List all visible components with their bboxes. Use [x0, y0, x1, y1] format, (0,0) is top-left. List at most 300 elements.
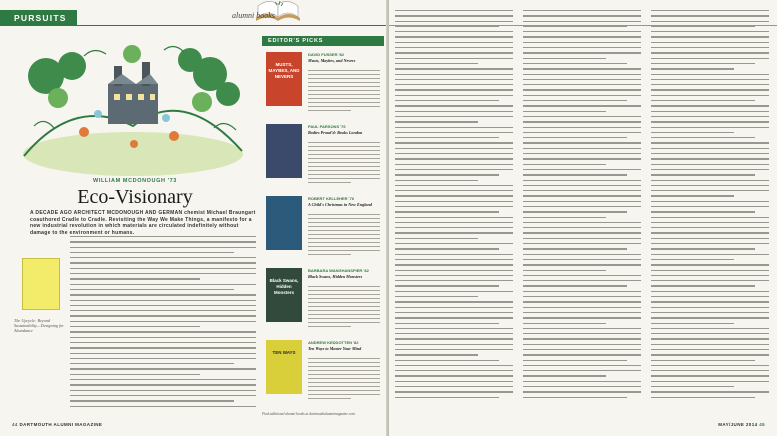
text-line: [523, 254, 641, 255]
text-line: [308, 394, 380, 395]
text-line: [308, 238, 380, 239]
text-line: [395, 391, 513, 392]
book-cover-image: [22, 258, 60, 310]
text-line: [523, 317, 641, 318]
text-line: [395, 201, 513, 202]
pick-description: [308, 70, 380, 114]
pick-author: ANDREW KEDDOTTEN '82: [308, 340, 359, 345]
text-line: [395, 174, 499, 175]
text-line: [523, 100, 627, 101]
text-line: [70, 406, 256, 407]
text-line: [523, 285, 627, 286]
text-line: [395, 116, 513, 117]
text-line: [651, 26, 755, 27]
text-line: [395, 121, 478, 122]
editors-picks-footer: Find additional alumni books at dartmouthalumnimagazine.com: [262, 412, 355, 416]
text-line: [308, 174, 380, 175]
text-line: [523, 206, 641, 207]
text-line: [523, 195, 641, 196]
text-line: [70, 273, 256, 274]
text-line: [523, 127, 641, 128]
text-line: [651, 127, 769, 128]
text-line: [395, 21, 513, 22]
body-text-column: [523, 10, 641, 402]
text-line: [651, 301, 769, 302]
pick-cover-image: [266, 340, 302, 394]
text-line: [395, 142, 513, 143]
text-line: [70, 310, 256, 311]
pick-author: BARBARA WANGHANSPIER '82: [308, 268, 369, 273]
text-line: [70, 257, 256, 258]
text-line: [308, 166, 380, 167]
text-line: [395, 285, 499, 286]
text-line: [308, 182, 351, 183]
text-line: [523, 169, 641, 170]
text-line: [70, 347, 256, 348]
text-line: [308, 70, 380, 71]
text-line: [651, 349, 769, 350]
text-line: [395, 127, 513, 128]
text-line: [651, 296, 769, 297]
right-page-number: 45: [759, 422, 765, 427]
text-line: [308, 378, 380, 379]
text-line: [395, 52, 513, 53]
text-line: [395, 36, 513, 37]
text-line: [523, 42, 641, 43]
text-line: [395, 291, 513, 292]
text-line: [651, 21, 769, 22]
text-line: [651, 174, 755, 175]
text-line: [651, 312, 769, 313]
text-line: [651, 84, 769, 85]
text-line: [395, 158, 513, 159]
illustration-factory-nature: [14, 36, 252, 178]
right-folio: [718, 422, 765, 427]
text-line: [523, 232, 641, 233]
text-line: [523, 264, 641, 265]
text-line: [395, 301, 513, 302]
text-line: [523, 148, 641, 149]
section-label: PURSUITS: [0, 10, 77, 26]
text-line: [308, 366, 380, 367]
text-line: [651, 68, 734, 69]
text-line: [308, 222, 380, 223]
pick-cover-text: MUSTS, MAYBES, AND NEVERS: [268, 62, 300, 79]
text-line: [523, 58, 606, 59]
text-line: [523, 354, 641, 355]
article-kicker: WILLIAM MCDONOUGH '73: [93, 178, 177, 184]
body-text-column: [70, 236, 256, 411]
text-line: [70, 395, 256, 396]
pick-cover-image: [266, 268, 302, 322]
text-line: [523, 31, 641, 32]
right-folio-text: MAY/JUNE 2014: [718, 422, 758, 427]
text-line: [395, 206, 513, 207]
text-line: [523, 95, 641, 96]
text-line: [395, 264, 513, 265]
text-line: [651, 370, 769, 371]
text-line: [395, 58, 513, 59]
text-line: [651, 100, 755, 101]
text-line: [395, 259, 513, 260]
text-line: [651, 238, 769, 239]
text-line: [395, 232, 513, 233]
text-line: [523, 211, 627, 212]
text-line: [523, 137, 627, 138]
text-line: [308, 246, 380, 247]
text-line: [651, 89, 769, 90]
text-line: [308, 382, 380, 383]
text-line: [523, 158, 641, 159]
text-line: [651, 243, 769, 244]
text-line: [523, 386, 641, 387]
text-line: [651, 63, 755, 64]
text-line: [651, 254, 769, 255]
text-line: [308, 178, 380, 179]
text-line: [395, 63, 478, 64]
text-line: [651, 397, 755, 398]
text-line: [395, 344, 513, 345]
text-line: [70, 400, 234, 401]
pick-title: Ten Ways to Master Your Mind: [308, 346, 362, 351]
text-line: [308, 290, 380, 291]
text-line: [308, 250, 380, 251]
text-line: [70, 342, 256, 343]
text-line: [651, 58, 769, 59]
text-line: [523, 63, 627, 64]
text-line: [308, 146, 380, 147]
text-line: [308, 90, 380, 91]
text-line: [70, 358, 256, 359]
text-line: [308, 310, 380, 311]
text-line: [70, 337, 256, 338]
text-line: [651, 222, 769, 223]
pick-author: DAVID FUSSER '82: [308, 52, 344, 57]
article-headline: Eco-Visionary: [77, 186, 193, 208]
text-line: [395, 370, 513, 371]
text-line: [308, 110, 351, 111]
text-line: [308, 158, 380, 159]
text-line: [523, 291, 641, 292]
text-line: [523, 121, 641, 122]
text-line: [395, 217, 513, 218]
text-line: [308, 254, 351, 255]
text-line: [651, 344, 769, 345]
text-line: [651, 275, 769, 276]
text-line: [523, 190, 641, 191]
right-page: [389, 0, 777, 436]
text-line: [308, 298, 380, 299]
text-line: [523, 153, 641, 154]
text-line: [395, 307, 513, 308]
text-line: [651, 291, 769, 292]
text-line: [651, 201, 769, 202]
text-line: [523, 74, 641, 75]
text-line: [70, 384, 256, 385]
text-line: [523, 238, 641, 239]
text-line: [395, 84, 513, 85]
text-line: [651, 79, 769, 80]
text-line: [70, 247, 256, 248]
text-line: [308, 322, 380, 323]
text-line: [651, 354, 769, 355]
text-line: [395, 26, 499, 27]
text-line: [651, 280, 769, 281]
text-line: [651, 153, 769, 154]
text-line: [651, 211, 755, 212]
text-line: [523, 15, 641, 16]
text-line: [523, 10, 641, 11]
text-line: [651, 15, 769, 16]
text-line: [395, 10, 513, 11]
text-line: [651, 10, 769, 11]
editors-picks-title: EDITOR'S PICKS: [262, 36, 384, 46]
text-line: [651, 323, 734, 324]
text-line: [651, 328, 769, 329]
text-line: [523, 397, 627, 398]
text-line: [70, 268, 256, 269]
text-line: [395, 137, 499, 138]
text-line: [395, 317, 513, 318]
text-line: [651, 365, 769, 366]
text-line: [523, 132, 641, 133]
text-line: [308, 358, 380, 359]
pick-cover-image: [266, 196, 302, 250]
text-line: [395, 47, 513, 48]
text-line: [523, 68, 641, 69]
text-line: [651, 391, 769, 392]
pick-title: Bodies Proud'd: Books London: [308, 130, 363, 135]
text-line: [651, 169, 769, 170]
pick-description: [308, 214, 380, 258]
text-line: [395, 397, 499, 398]
text-line: [308, 362, 380, 363]
text-line: [395, 222, 513, 223]
text-line: [395, 180, 478, 181]
text-line: [651, 285, 755, 286]
text-line: [523, 217, 606, 218]
text-line: [395, 386, 513, 387]
text-line: [70, 262, 256, 263]
text-line: [523, 248, 627, 249]
text-line: [523, 105, 641, 106]
pick-author: ROBERT KELLEHER '76: [308, 196, 355, 201]
text-line: [70, 294, 256, 295]
text-line: [308, 318, 380, 319]
text-line: [308, 106, 380, 107]
text-line: [523, 328, 641, 329]
text-line: [651, 31, 769, 32]
text-line: [70, 284, 256, 285]
text-line: [308, 234, 380, 235]
text-line: [308, 162, 380, 163]
text-line: [395, 195, 513, 196]
text-line: [308, 102, 380, 103]
text-line: [70, 300, 256, 301]
text-line: [308, 218, 380, 219]
text-line: [395, 328, 513, 329]
text-line: [651, 148, 769, 149]
text-line: [651, 180, 769, 181]
text-line: [70, 379, 256, 380]
text-line: [523, 52, 641, 53]
text-line: [395, 79, 513, 80]
text-line: [523, 180, 641, 181]
text-line: [308, 150, 380, 151]
text-line: [523, 270, 606, 271]
text-line: [395, 190, 513, 191]
header-rule: [0, 25, 388, 26]
text-line: [70, 241, 256, 242]
text-line: [395, 333, 513, 334]
text-line: [308, 306, 380, 307]
text-line: [308, 226, 380, 227]
text-line: [651, 375, 769, 376]
text-line: [523, 360, 627, 361]
text-line: [308, 314, 380, 315]
text-line: [523, 21, 641, 22]
text-line: [308, 294, 380, 295]
text-line: [395, 275, 513, 276]
text-line: [395, 211, 499, 212]
text-line: [523, 243, 641, 244]
text-line: [395, 89, 513, 90]
text-line: [651, 132, 734, 133]
text-line: [523, 370, 641, 371]
text-line: [70, 353, 256, 354]
pick-cover-text: TEN WAYS: [272, 350, 296, 355]
editors-picks-panel: [262, 36, 384, 412]
text-line: [523, 142, 641, 143]
text-line: [523, 222, 641, 223]
text-line: [308, 374, 380, 375]
text-line: [395, 42, 513, 43]
text-line: [395, 185, 513, 186]
text-line: [70, 236, 256, 237]
text-line: [70, 252, 234, 253]
text-line: [70, 305, 256, 306]
text-line: [395, 227, 513, 228]
text-line: [308, 154, 380, 155]
text-line: [651, 74, 769, 75]
text-line: [395, 280, 513, 281]
text-line: [651, 137, 755, 138]
text-line: [523, 296, 641, 297]
left-page-number: 44: [12, 422, 18, 427]
pick-cover-text: Black Swans, Hidden Monsters: [269, 278, 299, 295]
text-line: [651, 270, 769, 271]
text-line: [308, 302, 380, 303]
text-line: [651, 338, 769, 339]
pick-cover-image: [266, 52, 302, 106]
text-line: [523, 116, 641, 117]
pick-title: Musts, Maybes, and Nevers: [308, 58, 356, 63]
text-line: [651, 386, 734, 387]
text-line: [523, 36, 641, 37]
text-line: [308, 242, 380, 243]
text-line: [523, 47, 641, 48]
body-text-column: [395, 10, 513, 402]
text-line: [651, 227, 769, 228]
text-line: [651, 121, 769, 122]
text-line: [651, 190, 769, 191]
text-line: [395, 148, 513, 149]
text-line: [395, 381, 513, 382]
text-line: [651, 111, 769, 112]
text-line: [523, 381, 641, 382]
pick-description: [308, 286, 380, 330]
text-line: [70, 326, 200, 327]
text-line: [651, 105, 769, 106]
text-line: [651, 333, 769, 334]
text-line: [70, 278, 200, 279]
text-line: [395, 354, 478, 355]
left-folio: [12, 422, 102, 427]
text-line: [308, 170, 380, 171]
text-line: [395, 349, 513, 350]
text-line: [523, 349, 641, 350]
text-line: [308, 386, 380, 387]
text-line: [70, 363, 234, 364]
text-line: [523, 301, 641, 302]
left-page: [0, 0, 388, 436]
text-line: [523, 111, 606, 112]
text-line: [523, 26, 627, 27]
text-line: [308, 82, 380, 83]
text-line: [651, 264, 769, 265]
text-line: [523, 174, 627, 175]
text-line: [651, 47, 769, 48]
text-line: [523, 312, 641, 313]
text-line: [651, 217, 769, 218]
text-line: [523, 375, 606, 376]
text-line: [395, 31, 513, 32]
text-line: [523, 338, 641, 339]
text-line: [308, 78, 380, 79]
text-line: [523, 185, 641, 186]
text-line: [70, 390, 256, 391]
pick-title: Black Swans, Hidden Monsters: [308, 274, 363, 279]
text-line: [395, 105, 513, 106]
book-cover-caption: The Upcycle: Beyond Sustainability—Designing for Abundance: [14, 318, 64, 333]
text-line: [523, 84, 641, 85]
text-line: [395, 312, 513, 313]
text-line: [395, 248, 499, 249]
text-line: [395, 68, 513, 69]
pick-cover-image: [266, 124, 302, 178]
text-line: [651, 317, 769, 318]
text-line: [308, 98, 380, 99]
header-label: alumni books: [232, 11, 275, 20]
text-line: [523, 89, 641, 90]
pick-description: [308, 358, 380, 402]
pick-title: A Child's Christmas in New England: [308, 202, 372, 207]
text-line: [70, 374, 200, 375]
text-line: [395, 254, 513, 255]
text-line: [651, 116, 769, 117]
text-line: [523, 201, 641, 202]
text-line: [395, 153, 513, 154]
text-line: [308, 214, 380, 215]
text-line: [395, 360, 499, 361]
text-line: [395, 169, 513, 170]
left-folio-text: DARTMOUTH ALUMNI MAGAZINE: [19, 422, 103, 427]
pick-author: PAUL PARSONS '76: [308, 124, 346, 129]
text-line: [651, 232, 769, 233]
text-line: [395, 375, 513, 376]
text-line: [651, 259, 734, 260]
text-line: [70, 368, 256, 369]
